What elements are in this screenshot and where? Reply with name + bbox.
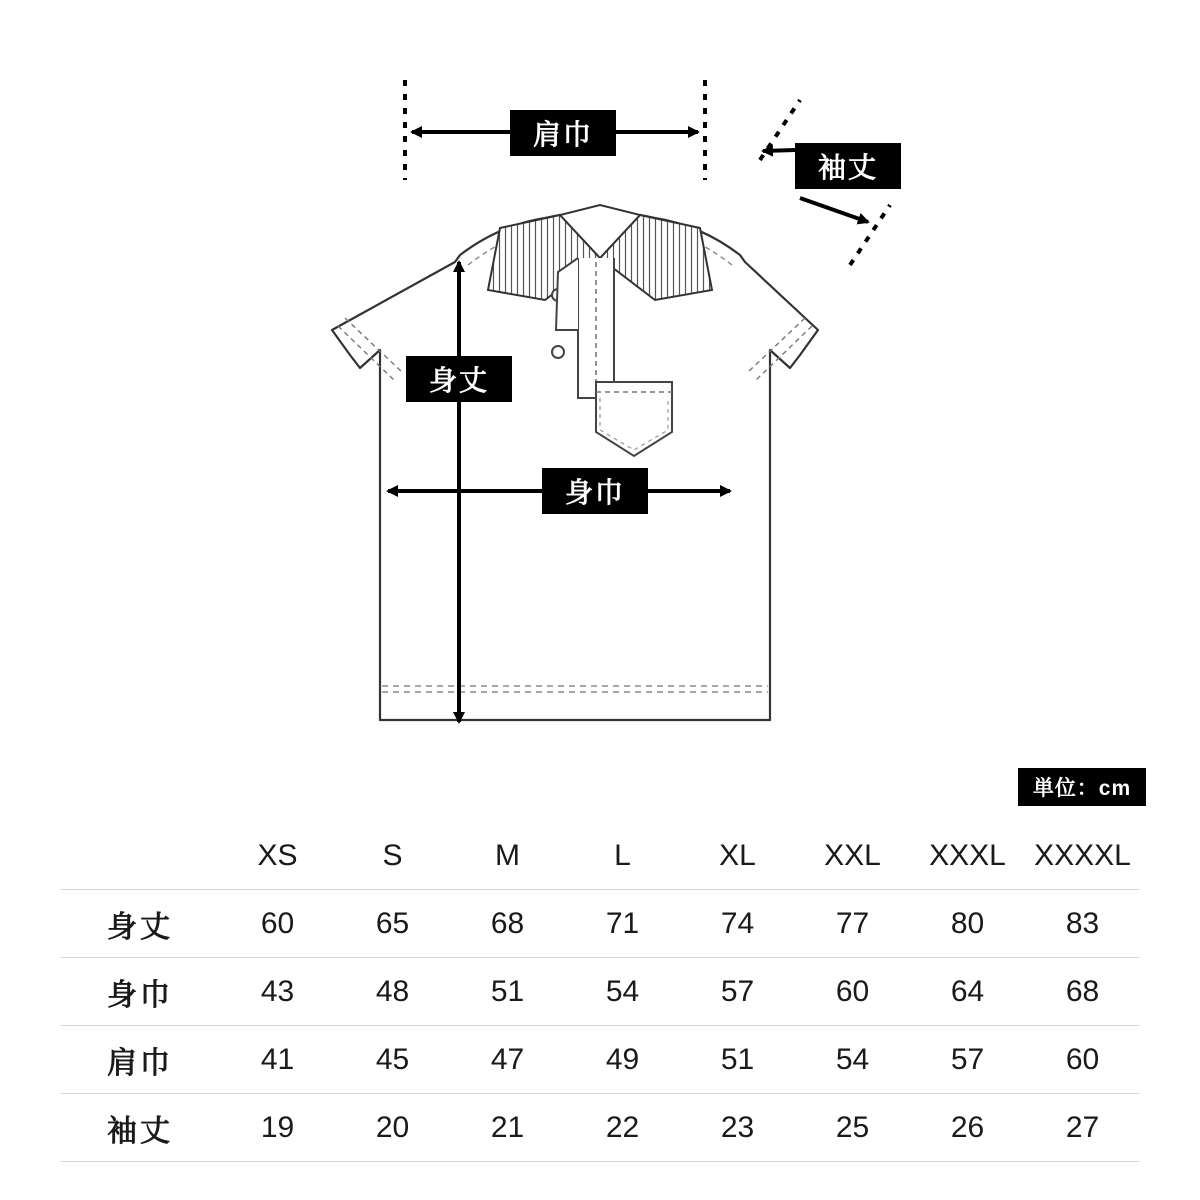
label-sleeve-length: 袖丈 xyxy=(795,143,901,189)
table-header-m: M xyxy=(450,822,565,890)
row-label-body-width: 身巾 xyxy=(60,958,220,1026)
label-body-width: 身巾 xyxy=(542,468,648,514)
cell-shoulder-s: 45 xyxy=(335,1026,450,1094)
table-row xyxy=(60,890,1140,958)
table-header-xxxl: XXXL xyxy=(910,822,1025,890)
size-chart-table xyxy=(60,822,1140,1162)
table-header-xs: XS xyxy=(220,822,335,890)
cell-sleeve-xl: 23 xyxy=(680,1094,795,1162)
cell-shoulder-xl: 51 xyxy=(680,1026,795,1094)
cell-sleeve-m: 21 xyxy=(450,1094,565,1162)
cell-body-width-xxxxl: 68 xyxy=(1025,958,1140,1026)
cell-shoulder-xs: 41 xyxy=(220,1026,335,1094)
table-corner-cell xyxy=(60,822,220,890)
row-label-shoulder-width: 肩巾 xyxy=(60,1026,220,1094)
label-shoulder-width: 肩巾 xyxy=(510,110,616,156)
cell-body-length-s: 65 xyxy=(335,890,450,958)
cell-body-width-m: 51 xyxy=(450,958,565,1026)
cell-sleeve-xxxxl: 27 xyxy=(1025,1094,1140,1162)
cell-body-width-xxxl: 64 xyxy=(910,958,1025,1026)
table-row xyxy=(60,1026,1140,1094)
cell-body-width-l: 54 xyxy=(565,958,680,1026)
cell-body-width-xxl: 60 xyxy=(795,958,910,1026)
cell-body-length-l: 71 xyxy=(565,890,680,958)
table-header-l: L xyxy=(565,822,680,890)
table-header-s: S xyxy=(335,822,450,890)
cell-sleeve-s: 20 xyxy=(335,1094,450,1162)
row-label-body-length: 身丈 xyxy=(60,890,220,958)
table-header-row xyxy=(60,822,1140,890)
cell-sleeve-xs: 19 xyxy=(220,1094,335,1162)
cell-shoulder-xxxl: 57 xyxy=(910,1026,1025,1094)
cell-body-length-m: 68 xyxy=(450,890,565,958)
cell-body-length-xxxl: 80 xyxy=(910,890,1025,958)
cell-body-width-xl: 57 xyxy=(680,958,795,1026)
cell-shoulder-l: 49 xyxy=(565,1026,680,1094)
cell-body-length-xs: 60 xyxy=(220,890,335,958)
cell-shoulder-m: 47 xyxy=(450,1026,565,1094)
table-row xyxy=(60,958,1140,1026)
cell-sleeve-l: 22 xyxy=(565,1094,680,1162)
table-header-xl: XL xyxy=(680,822,795,890)
label-body-length: 身丈 xyxy=(406,356,512,402)
cell-sleeve-xxl: 25 xyxy=(795,1094,910,1162)
cell-body-width-s: 48 xyxy=(335,958,450,1026)
cell-body-width-xs: 43 xyxy=(220,958,335,1026)
cell-body-length-xxl: 77 xyxy=(795,890,910,958)
cell-body-length-xxxxl: 83 xyxy=(1025,890,1140,958)
cell-sleeve-xxxl: 26 xyxy=(910,1094,1025,1162)
row-label-sleeve-length: 袖丈 xyxy=(60,1094,220,1162)
unit-badge: 単位：cm xyxy=(1018,768,1146,806)
table-header-xxl: XXL xyxy=(795,822,910,890)
table-header-xxxxl: XXXXL xyxy=(1025,822,1140,890)
cell-body-length-xl: 74 xyxy=(680,890,795,958)
table-row xyxy=(60,1094,1140,1162)
cell-shoulder-xxl: 54 xyxy=(795,1026,910,1094)
cell-shoulder-xxxxl: 60 xyxy=(1025,1026,1140,1094)
